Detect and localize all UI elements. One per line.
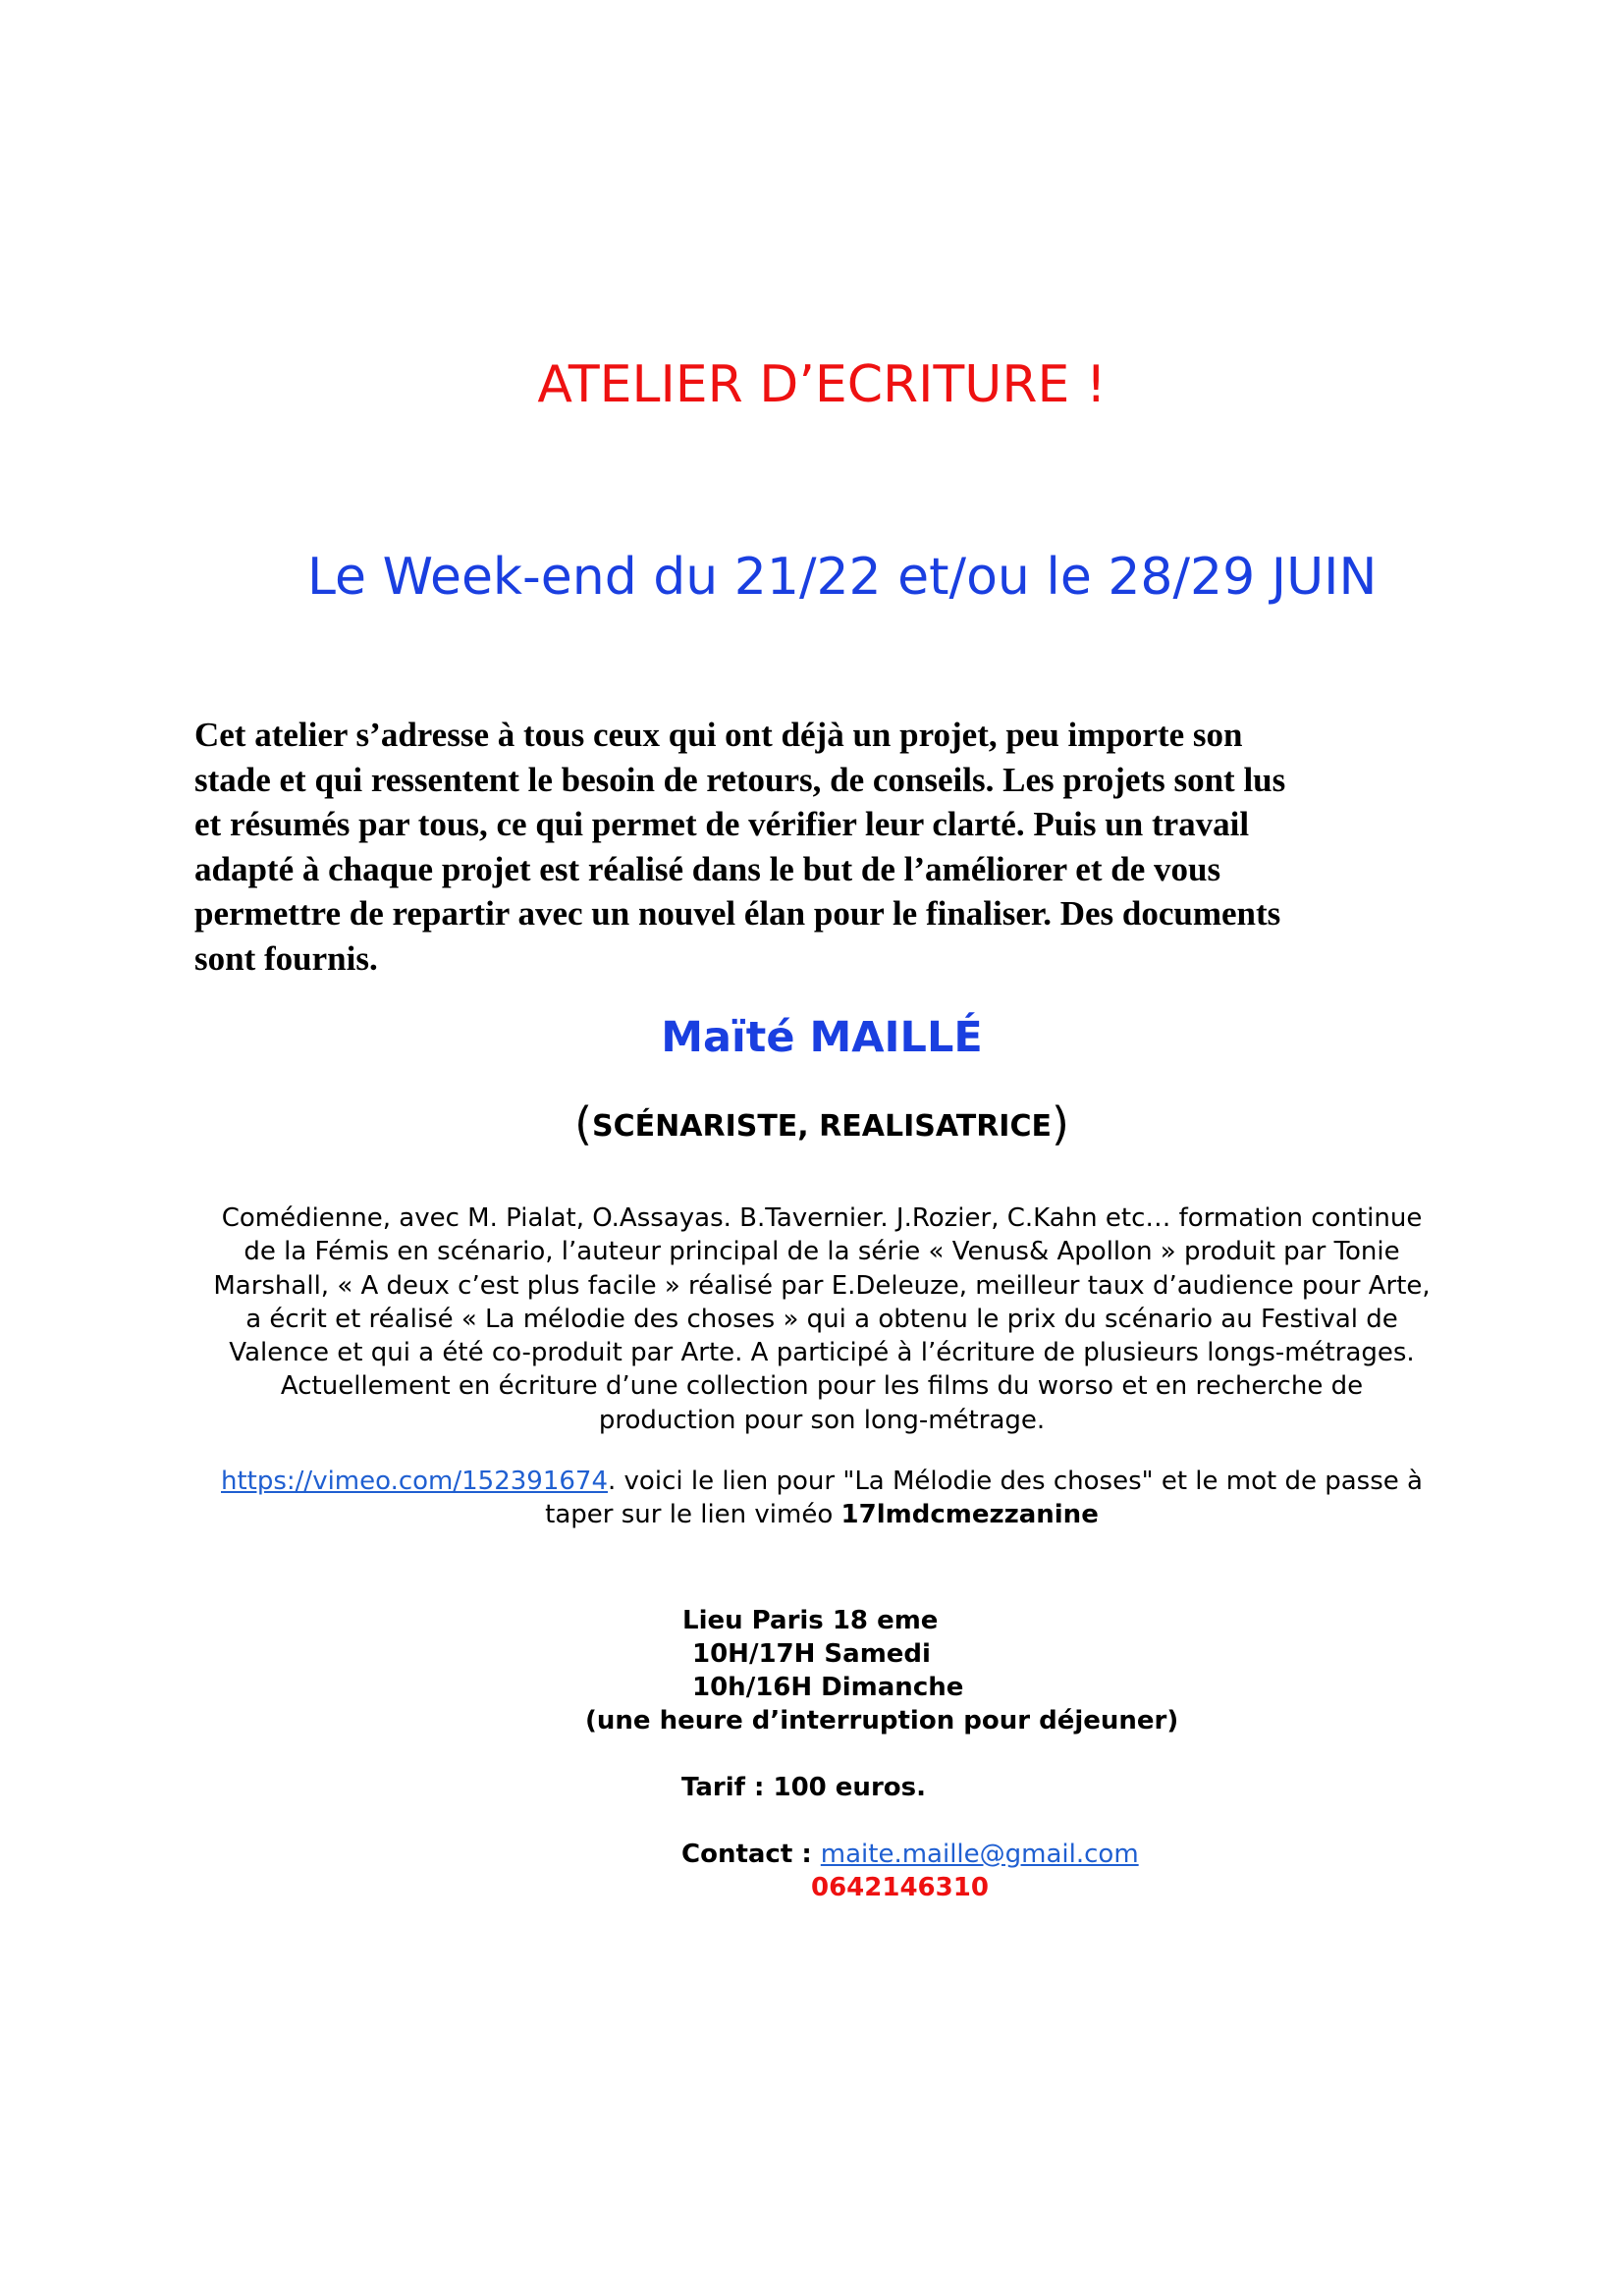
contact-email-link[interactable]: maite.maille@gmail.com	[820, 1840, 1139, 1869]
bio-line: production pour son long-métrage.	[598, 1405, 1046, 1435]
video-password: 17lmdcmezzanine	[840, 1500, 1099, 1529]
video-password-line	[0, 1498, 1624, 1531]
bio-line: Marshall, « A deux c’est plus facile » réalisé par E.Deleuze, meilleur taux d’audience pour Arte,	[213, 1270, 1431, 1301]
intro-paragraph	[194, 713, 1432, 981]
bio-line: de la Fémis en scénario, l’auteur principal de la série « Venus& Apollon » produit par Tonie	[244, 1237, 1400, 1267]
intro-line: stade et qui ressentent le besoin de retours, de conseils. Les projets sont lus	[194, 760, 1286, 799]
lunch-break-note: (une heure d’interruption pour déjeuner)	[585, 1706, 1179, 1735]
video-link-description: . voici le lien pour "La Mélodie des choses" et le mot de passe à	[608, 1467, 1423, 1496]
author-name: Maïté MAILLÉ	[661, 1013, 983, 1062]
role-text: SCÉNARISTE, REALISATRICE	[592, 1109, 1052, 1144]
author-bio	[0, 1201, 1624, 1437]
intro-line: permettre de repartir avec un nouvel élan pour le finaliser. Des documents	[194, 894, 1281, 933]
intro-line: et résumés par tous, ce qui permet de vérifier leur clarté. Puis un travail	[194, 805, 1250, 843]
intro-line: Cet atelier s’adresse à tous ceux qui ont déjà un projet, peu importe son	[194, 716, 1243, 754]
intro-line: sont fournis.	[194, 938, 378, 978]
contact-label: Contact :	[681, 1840, 821, 1869]
video-link-line	[0, 1465, 1624, 1498]
intro-line: adapté à chaque projet est réalisé dans le but de l’améliorer et de vous	[194, 849, 1221, 888]
saturday-hours: 10H/17H Samedi	[692, 1639, 931, 1669]
contact-phone: 0642146310	[811, 1873, 989, 1902]
contact-line	[681, 1840, 1139, 1869]
price: Tarif : 100 euros.	[681, 1773, 926, 1802]
role-paren-close: )	[1051, 1097, 1069, 1150]
bio-line: a écrit et réalisé « La mélodie des choses » qui a obtenu le prix du scénario au Festival de	[245, 1304, 1398, 1334]
event-dates-heading: Le Week-end du 21/22 et/ou le 28/29 JUIN	[307, 548, 1378, 607]
bio-line: Actuellement en écriture d’une collection pour les films du worso et en recherche de	[280, 1371, 1364, 1402]
bio-line: Valence et qui a été co-produit par Arte. A participé à l’écriture de plusieurs longs-métrages.	[229, 1338, 1415, 1368]
location: Lieu Paris 18 eme	[682, 1606, 939, 1635]
video-password-label: taper sur le lien viméo	[545, 1500, 841, 1529]
bio-line: Comédienne, avec M. Pialat, O.Assayas. B.Tavernier. J.Rozier, C.Kahn etc… formation continue	[221, 1203, 1423, 1233]
page-title: ATELIER D’ECRITURE !	[537, 355, 1107, 414]
sunday-hours: 10h/16H Dimanche	[692, 1673, 964, 1702]
author-role	[0, 1097, 1624, 1150]
vimeo-link[interactable]: https://vimeo.com/152391674	[221, 1467, 609, 1496]
role-paren-open: (	[574, 1097, 593, 1150]
video-link-block	[0, 1465, 1624, 1531]
